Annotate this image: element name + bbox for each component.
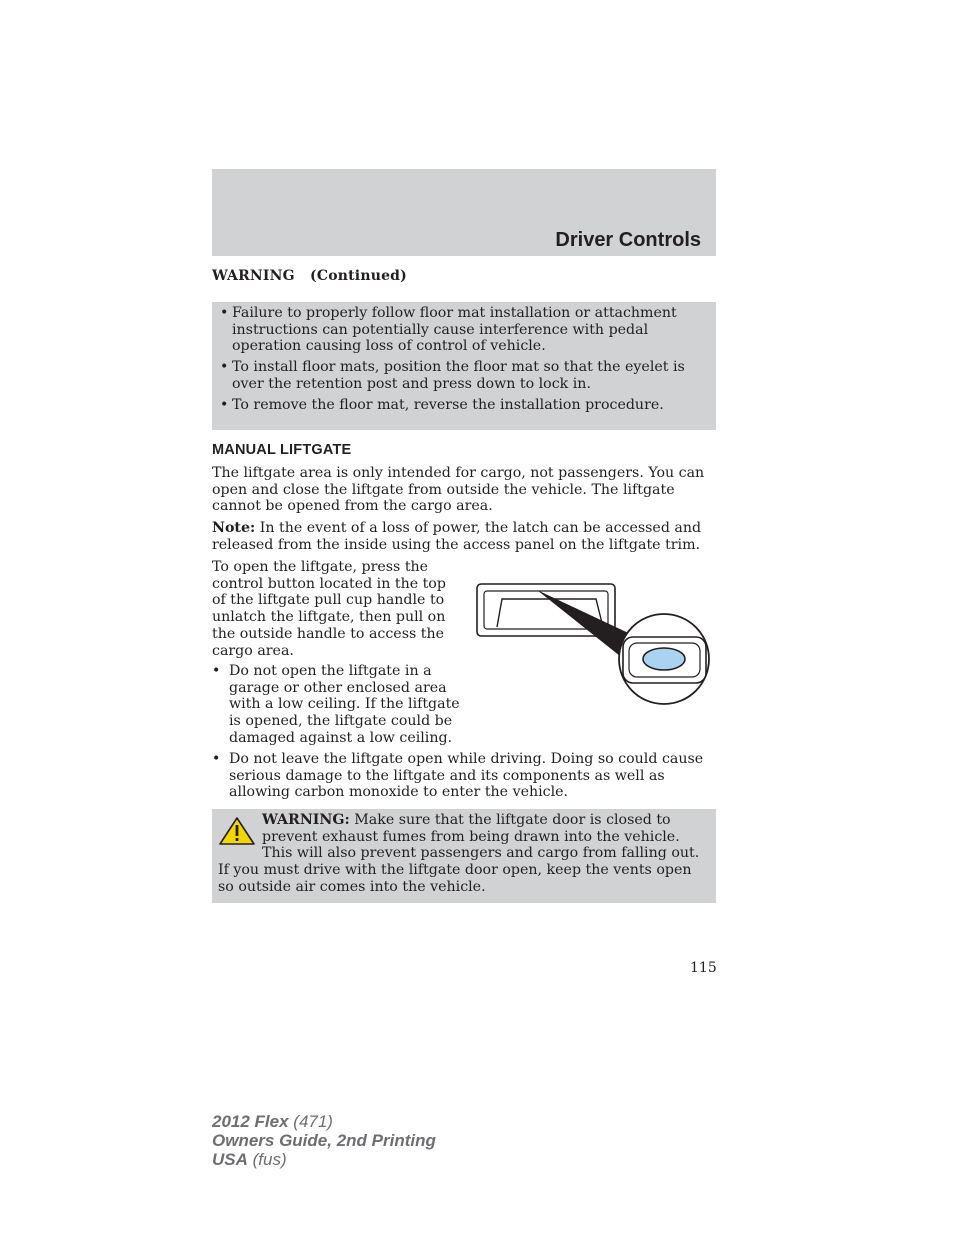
- footer-region-code: (fus): [247, 1150, 287, 1169]
- bullet-icon: •: [220, 305, 229, 321]
- warning-continued-box: [212, 302, 716, 430]
- list-item-text: Do not leave the liftgate open while driving. Doing so could cause serious damage to the liftgate and its components as well as allowing carbon monoxide to enter the vehicle.: [229, 751, 704, 801]
- liftgate-handle-illustration: [475, 582, 715, 710]
- list-item-text: To install floor mats, position the floor mat so that the eyelet is over the retention post and press down to lock in.: [232, 359, 685, 392]
- note-label: Note:: [212, 520, 256, 536]
- note-paragraph: [212, 520, 718, 553]
- warning-text: Make sure that the liftgate door is closed to prevent exhaust fumes from being drawn into the vehicle. This will also prevent passengers and cargo from falling out. If you must drive with the liftgate door open, keep the vents open so outside air comes into the vehicle.: [218, 812, 700, 895]
- footer-guide: Owners Guide, 2nd Printing: [212, 1131, 436, 1150]
- list-item: [218, 359, 706, 392]
- bullet-icon: •: [212, 751, 221, 767]
- bullet-icon: •: [220, 396, 229, 413]
- page-number: 115: [690, 960, 717, 976]
- list-item-text: Do not open the liftgate in a garage or other enclosed area with a low ceiling. If the liftgate is opened, the liftgate could be damaged against a low ceiling.: [229, 663, 460, 746]
- warning-triangle-icon: [218, 816, 256, 846]
- list-item-text: Failure to properly follow floor mat installation or attachment instructions can potentially cause interference with pedal operation causing loss of control of vehicle.: [232, 305, 677, 355]
- note-text: In the event of a loss of power, the latch can be accessed and released from the inside using the access panel on the liftgate trim.: [212, 520, 702, 553]
- warning-continued-label: WARNING (Continued): [212, 268, 407, 284]
- list-item: [218, 397, 706, 414]
- list-item: [218, 305, 706, 355]
- intro-paragraph: The liftgate area is only intended for cargo, not passengers. You can open and close the liftgate from outside the vehicle. The liftgate cannot be opened from the cargo area.: [212, 465, 705, 515]
- footer: [212, 1112, 436, 1169]
- warning-label: WARNING:: [262, 812, 350, 828]
- open-instructions: To open the liftgate, press the control button located in the top of the liftgate pull cup handle to unlatch the liftgate, then pull on the outside handle to access the cargo area.: [212, 559, 446, 659]
- list-item: [212, 663, 465, 747]
- page-section-title: Driver Controls: [555, 229, 701, 251]
- warning-box: [212, 809, 716, 903]
- bullet-icon: •: [212, 663, 221, 679]
- footer-model: 2012 Flex: [212, 1112, 289, 1131]
- list-item: [212, 751, 717, 801]
- list-item-text: To remove the floor mat, reverse the installation procedure.: [232, 396, 664, 413]
- header-band: [212, 169, 716, 256]
- footer-model-code: (471): [288, 1112, 333, 1131]
- section-heading: MANUAL LIFTGATE: [212, 442, 352, 458]
- bullet-icon: •: [220, 359, 229, 376]
- footer-region: USA: [212, 1150, 248, 1169]
